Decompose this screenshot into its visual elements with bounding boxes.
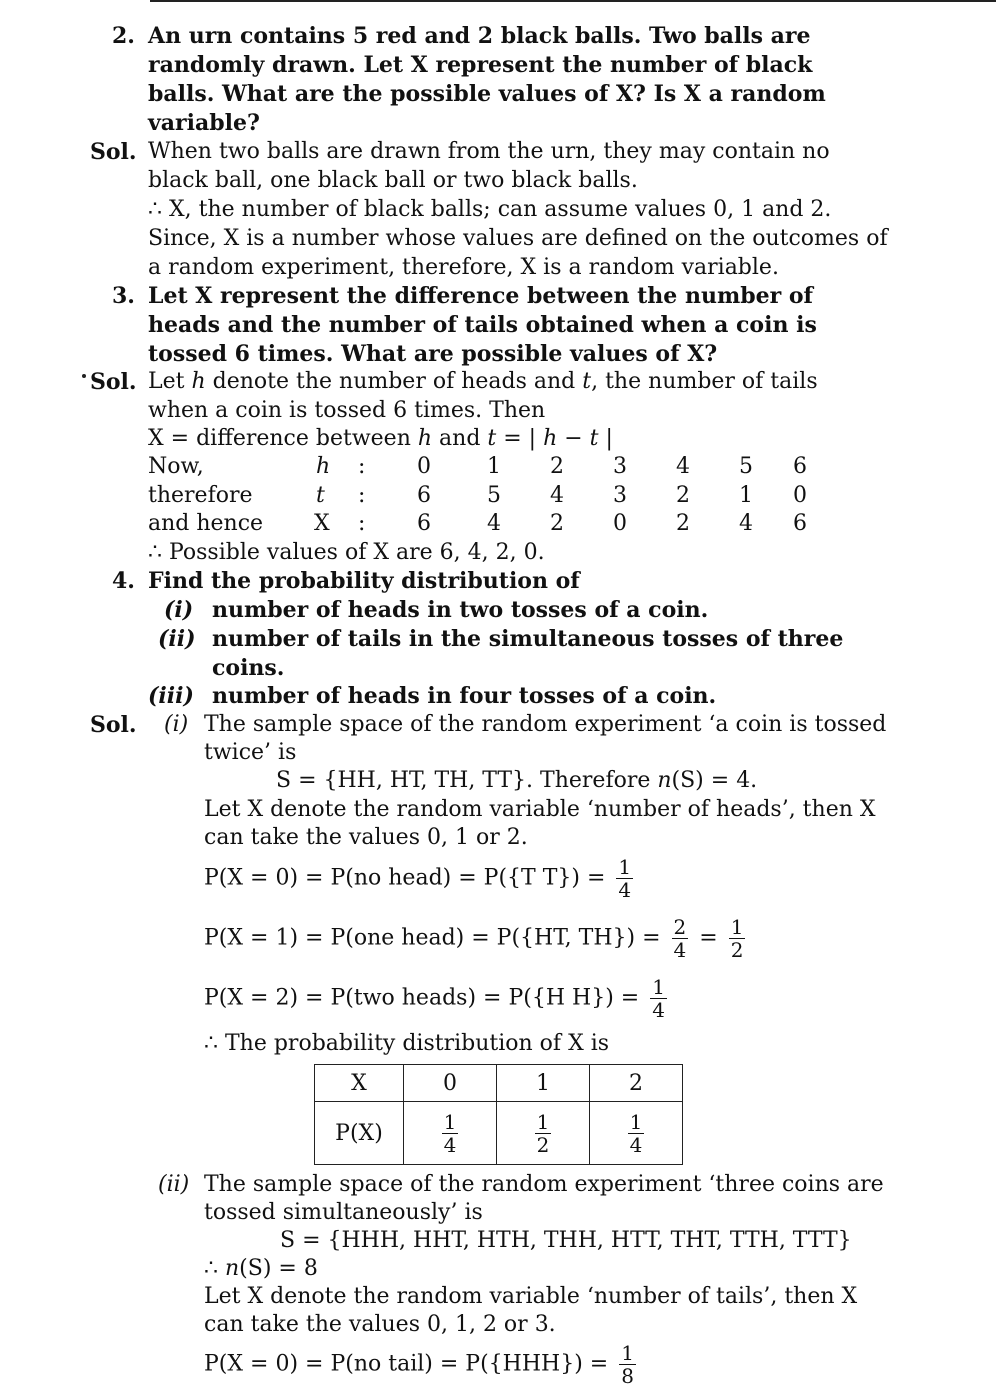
- sample-size: ∴ n(S) = 8: [204, 1256, 318, 1281]
- ht-row-symbol: t: [316, 483, 325, 508]
- sol2-line-5: a random experiment, therefore, X is a random variable.: [148, 255, 779, 280]
- q4-part-label: (i): [164, 597, 194, 623]
- table-header-x: X: [315, 1065, 404, 1102]
- sol3-line-2: when a coin is tossed 6 times. Then: [148, 398, 546, 423]
- table-cell: $\frac{1}{2}$: [497, 1102, 590, 1165]
- ht-row-label: Now,: [148, 454, 204, 479]
- sol2-line-3: ∴ X, the number of black balls; can assume values 0, 1 and 2.: [148, 197, 832, 222]
- table-cell: $\frac{1}{4}$: [404, 1102, 497, 1165]
- table-row: [315, 1102, 683, 1165]
- ht-cell: 1: [739, 483, 753, 508]
- ht-cell: 4: [739, 511, 753, 536]
- sol2-label: Sol.: [90, 139, 137, 165]
- ht-cell: 2: [550, 511, 564, 536]
- ht-cell: 0: [417, 454, 431, 479]
- ht-row-symbol: X: [314, 511, 330, 536]
- q2-number: 2.: [112, 23, 135, 49]
- q4-part-text: number of heads in four tosses of a coin.: [212, 683, 717, 709]
- ht-cell: 1: [487, 454, 501, 479]
- table-cell: 0: [404, 1065, 497, 1102]
- q3-line-1: Let X represent the difference between the number of: [148, 283, 813, 309]
- ht-cell: 5: [487, 483, 501, 508]
- sol4-let-3: Let X denote the random variable ‘number of tails’, then X: [204, 1284, 858, 1309]
- ht-cell: 0: [793, 483, 807, 508]
- ht-cell: 5: [739, 454, 753, 479]
- q2-line-4: variable?: [148, 110, 260, 136]
- q4-part-label: (iii): [148, 683, 194, 709]
- ht-cell: 2: [676, 511, 690, 536]
- sol4-let-1: Let X denote the random variable ‘number of heads’, then X: [204, 797, 876, 822]
- sample-space-1: S = {HH, HT, TH, TT}. Therefore n(S) = 4.: [276, 768, 758, 793]
- prob-x1: P(X = 1) = P(one head) = P({HT, TH}) = $\frac{2}{4}$ = $\frac{1}{2}$: [204, 915, 744, 962]
- sol4-part-ii-label: (ii): [158, 1172, 190, 1197]
- q4-part-text: number of tails in the simultaneous tosses of three: [212, 626, 844, 652]
- prob-x0: P(X = 0) = P(no head) = P({T T}) = $\frac{1}{4}$: [204, 855, 632, 902]
- sol3-label: Sol.: [90, 369, 137, 395]
- ht-cell: 0: [613, 511, 627, 536]
- ht-row-colon: :: [358, 454, 366, 479]
- sol4-let-4: can take the values 0, 1, 2 or 3.: [204, 1312, 556, 1337]
- sol4-ii-line-1: The sample space of the random experiment ‘three coins are: [204, 1172, 884, 1197]
- prob-x2: P(X = 2) = P(two heads) = P({H H}) = $\frac{1}{4}$: [204, 975, 665, 1022]
- q3-line-3: tossed 6 times. What are possible values of X?: [148, 341, 718, 367]
- sol4-let-2: can take the values 0, 1 or 2.: [204, 825, 528, 850]
- ht-row-colon: :: [358, 511, 366, 536]
- q3-number: 3.: [112, 283, 135, 309]
- q4-part-text: number of heads in two tosses of a coin.: [212, 597, 709, 623]
- sol2-line-4: Since, X is a number whose values are defined on the outcomes of: [148, 226, 888, 251]
- ht-cell: 3: [613, 483, 627, 508]
- sol2-line-2: black ball, one black ball or two black balls.: [148, 168, 638, 193]
- q2-line-2: randomly drawn. Let X represent the number of black: [148, 52, 813, 78]
- ht-row-symbol: h: [316, 454, 331, 479]
- ht-cell: 4: [487, 511, 501, 536]
- sol4-i-line-2: twice’ is: [204, 740, 297, 765]
- ht-row-label: and hence: [148, 511, 264, 536]
- q4-title: Find the probability distribution of: [148, 568, 580, 594]
- table-cell: $\frac{1}{4}$: [590, 1102, 683, 1165]
- sol3-difference-formula: X = difference between h and t = | h − t |: [148, 426, 613, 451]
- sol3-line-1: Let h denote the number of heads and t, the number of tails: [148, 369, 818, 394]
- q4-number: 4.: [112, 568, 135, 594]
- top-rule: [150, 0, 996, 2]
- q2-line-1: An urn contains 5 red and 2 black balls. Two balls are: [148, 23, 811, 49]
- ht-cell: 6: [793, 511, 807, 536]
- table-cell: 1: [497, 1065, 590, 1102]
- sol4-part-i-label: (i): [164, 712, 189, 737]
- table-row: [315, 1065, 683, 1102]
- ht-cell: 4: [550, 483, 564, 508]
- ht-row-colon: :: [358, 483, 366, 508]
- q4-part-label: (ii): [158, 626, 196, 652]
- ht-cell: 6: [793, 454, 807, 479]
- table-header-px: P(X): [315, 1102, 404, 1165]
- probability-distribution-table: [314, 1064, 683, 1165]
- q4-part-text: coins.: [212, 655, 285, 681]
- dist-intro: ∴ The probability distribution of X is: [204, 1031, 610, 1056]
- table-cell: 2: [590, 1065, 683, 1102]
- ht-cell: 3: [613, 454, 627, 479]
- sample-space-2: S = {HHH, HHT, HTH, THH, HTT, THT, TTH, TTT}: [280, 1228, 852, 1253]
- q2-line-3: balls. What are the possible values of X? Is X a random: [148, 81, 826, 107]
- prob-no-tail: P(X = 0) = P(no tail) = P({HHH}) = $\frac{1}{8}$: [204, 1341, 634, 1388]
- sol3-conclusion: ∴ Possible values of X are 6, 4, 2, 0.: [148, 540, 545, 565]
- ht-row-label: therefore: [148, 483, 253, 508]
- sol4-ii-line-2: tossed simultaneously’ is: [204, 1200, 483, 1225]
- ht-cell: 2: [676, 483, 690, 508]
- sol4-i-line-1: The sample space of the random experiment ‘a coin is tossed: [204, 712, 887, 737]
- q3-line-2: heads and the number of tails obtained when a coin is: [148, 312, 817, 338]
- margin-dot: [82, 374, 86, 378]
- sol2-line-1: When two balls are drawn from the urn, they may contain no: [148, 139, 830, 164]
- ht-cell: 2: [550, 454, 564, 479]
- sol4-label: Sol.: [90, 712, 137, 738]
- ht-cell: 4: [676, 454, 690, 479]
- ht-cell: 6: [417, 511, 431, 536]
- ht-cell: 6: [417, 483, 431, 508]
